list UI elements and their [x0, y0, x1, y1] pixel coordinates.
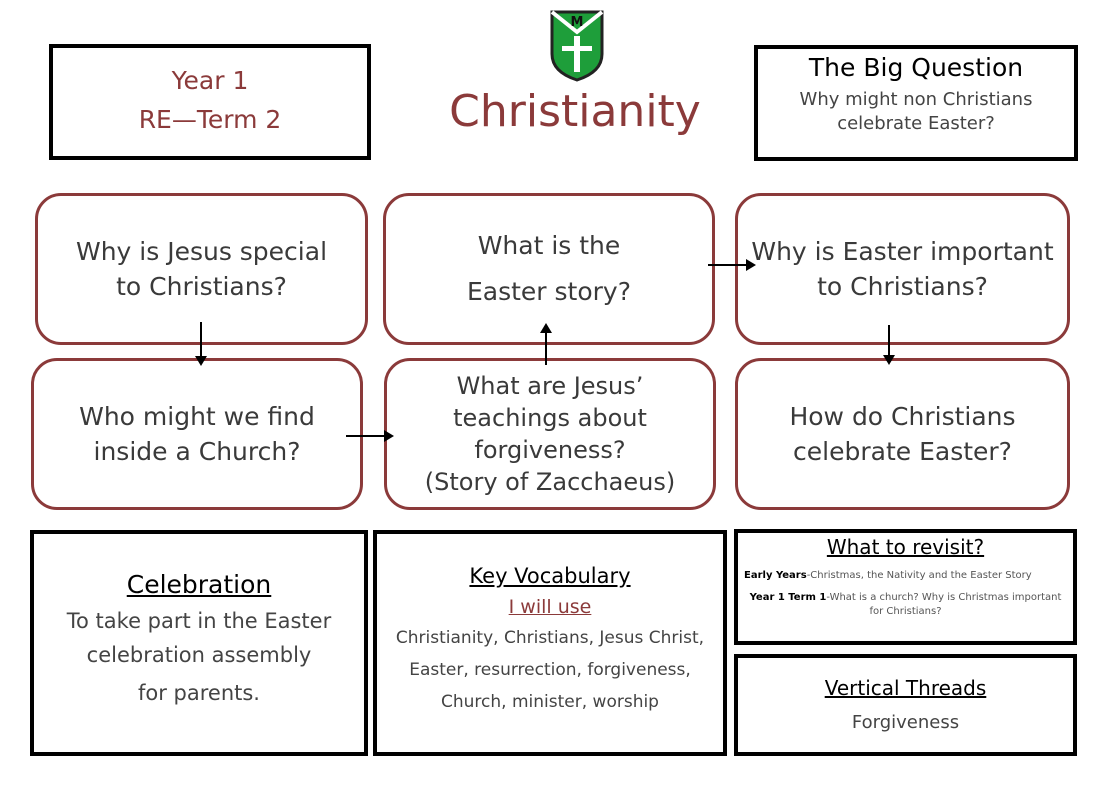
teachings-line-3: forgiveness?: [474, 436, 626, 464]
revisit-item-text: -Christmas, the Nativity and the Easter Story: [806, 570, 1032, 581]
page-title: Christianity: [449, 86, 701, 137]
question-box-easter-story: What is the Easter story?: [383, 193, 715, 345]
celebration-heading: Celebration: [126, 570, 272, 599]
big-question-box: [754, 45, 1078, 161]
vertical-threads-box: [734, 654, 1077, 756]
celebration-line-1: To take part in the Easter: [66, 609, 332, 633]
arrowhead-right-icon: [384, 430, 394, 442]
term-label: RE—Term 2: [138, 105, 282, 134]
shield-icon: [550, 10, 604, 82]
vocabulary-subheading: I will use: [508, 596, 592, 618]
arrowhead-down-icon: [195, 356, 207, 366]
revisit-item-label: Year 1 Term 1: [749, 592, 827, 603]
year-label: Year 1: [171, 66, 249, 95]
revisit-box: [734, 529, 1077, 645]
vocabulary-line-2: Easter, resurrection, forgiveness,: [409, 660, 691, 680]
vertical-threads-heading: Vertical Threads: [824, 676, 987, 700]
svg-text:M: M: [570, 15, 584, 30]
arrowhead-up-icon: [540, 323, 552, 333]
arrow-q3-to-q4: [545, 333, 547, 365]
vocabulary-heading: Key Vocabulary: [469, 564, 631, 588]
teachings-line-4: (Story of Zacchaeus): [424, 468, 676, 496]
arrowhead-down-icon: [883, 355, 895, 365]
celebration-box: [30, 530, 368, 756]
year-term-box: [49, 44, 371, 160]
question-box-jesus-teachings: [384, 358, 716, 510]
arrow-q4-to-q5: [708, 264, 750, 266]
teachings-line-2: teachings about: [453, 404, 647, 432]
revisit-item-text: -What is a church? Why is Christmas important for Christians?: [826, 592, 1062, 617]
celebration-line-3: for parents.: [137, 681, 260, 705]
question-box-easter-important: Why is Easter important to Christians?: [735, 193, 1070, 345]
revisit-item-label: Early Years: [744, 570, 807, 581]
revisit-item-year1-term1: [748, 591, 1063, 619]
celebration-line-2: celebration assembly: [86, 643, 312, 667]
vocabulary-box: [373, 530, 727, 756]
question-box-celebrate-easter: How do Christians celebrate Easter?: [735, 358, 1070, 510]
arrowhead-right-icon: [746, 259, 756, 271]
question-box-jesus-special: Why is Jesus special to Christians?: [35, 193, 368, 345]
revisit-heading: What to revisit?: [826, 535, 985, 559]
vocabulary-line-1: Christianity, Christians, Jesus Christ,: [395, 628, 705, 648]
arrow-q2-to-q3: [346, 435, 384, 437]
revisit-item-early-years: [744, 569, 1069, 583]
arrow-q1-to-q2: [200, 322, 202, 356]
vertical-threads-text: Forgiveness: [851, 712, 960, 733]
big-question-heading: The Big Question: [808, 53, 1024, 82]
school-logo: [550, 10, 604, 82]
vocabulary-line-3: Church, minister, worship: [441, 692, 659, 712]
question-box-inside-church: Who might we find inside a Church?: [31, 358, 363, 510]
arrow-q5-to-q6: [888, 325, 890, 355]
big-question-text: Why might non Christians celebrate Easter?: [799, 89, 1033, 134]
teachings-line-1: What are Jesus’: [456, 372, 644, 400]
